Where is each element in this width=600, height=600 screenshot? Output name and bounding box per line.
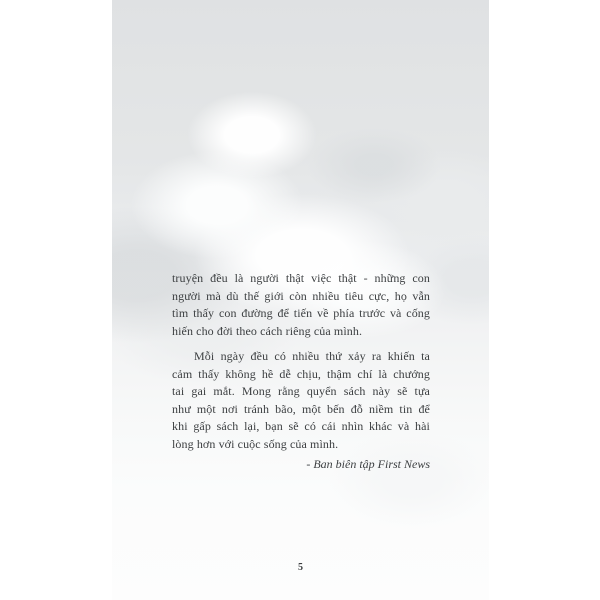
text-line: khi gấp sách lại, bạn sẽ có cái nhìn khác và hài <box>172 419 430 433</box>
book-page-photo <box>112 0 489 600</box>
text-line: người mà dù thế giới còn nhiều tiêu cực, họ vẫn <box>172 288 430 303</box>
text-line: Mỗi ngày đều có nhiều thứ xảy ra khiến ta <box>194 349 430 363</box>
paragraph-1 <box>172 270 430 340</box>
text-line: tìm thấy con đường để tiến về phía trước và cống <box>172 306 430 320</box>
text-line: cảm thấy không hề dễ chịu, thậm chí là chướng <box>172 366 430 381</box>
text-line: lòng hơn với cuộc sống của mình. <box>172 436 339 451</box>
page-text-block <box>172 270 430 474</box>
text-line: như một nơi tránh bão, một bến đỗ niềm tin để <box>172 401 430 416</box>
page-number: 5 <box>298 562 303 573</box>
editorial-signature: - Ban biên tập First News <box>306 457 430 471</box>
paragraph-2 <box>172 348 430 453</box>
text-line: hiến cho đời theo cách riêng của mình. <box>172 323 363 338</box>
text-line: truyện đều là người thật việc thật - những con <box>172 271 430 285</box>
text-line: tai gai mắt. Mong rằng quyển sách này sẽ tựa <box>172 384 430 398</box>
